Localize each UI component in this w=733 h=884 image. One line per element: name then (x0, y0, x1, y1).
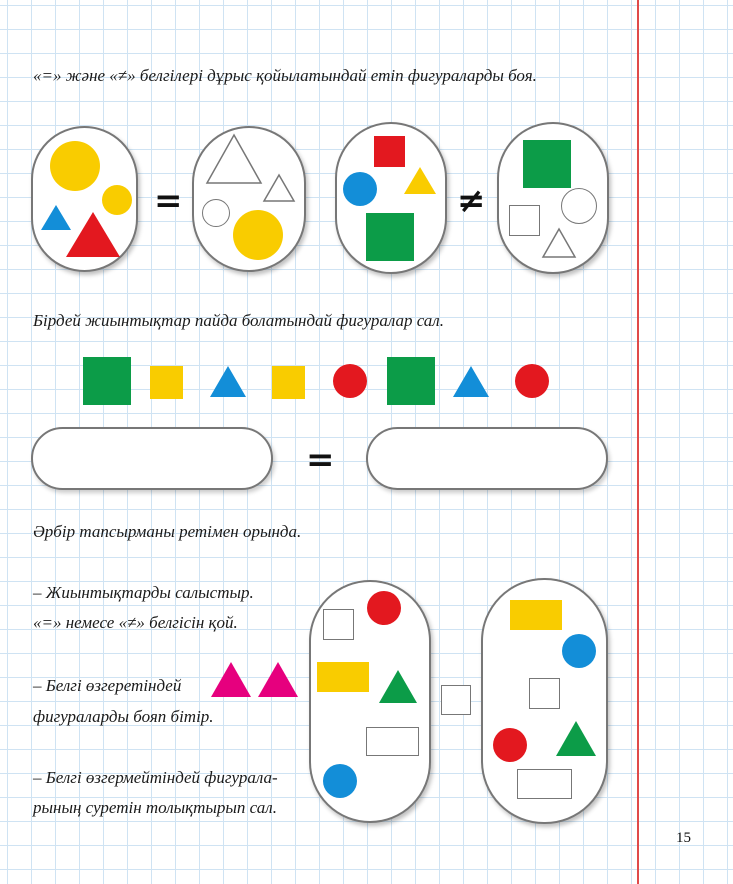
green-square[interactable] (523, 140, 571, 188)
yellow-circle-large[interactable] (50, 141, 100, 191)
magenta-triangle (211, 662, 251, 697)
step2-line1: – Белгі өзгеретіндей (33, 676, 182, 695)
green-triangle[interactable] (556, 721, 596, 756)
outline-square[interactable] (509, 205, 540, 236)
blue-circle[interactable] (343, 172, 377, 206)
yellow-rectangle[interactable] (317, 662, 369, 692)
red-circle[interactable] (493, 728, 527, 762)
green-square (387, 357, 435, 405)
yellow-triangle[interactable] (404, 167, 436, 194)
red-circle[interactable] (367, 591, 401, 625)
blue-circle[interactable] (323, 764, 357, 798)
task2-instruction: Бірдей жиынтықтар пайда болатындай фигуралар сал. (33, 311, 444, 330)
blue-circle[interactable] (562, 634, 596, 668)
task3-instruction: Әрбір тапсырманы ретімен орында. (33, 522, 302, 541)
blue-triangle (453, 366, 489, 397)
blue-triangle (210, 366, 246, 397)
not-equal-sign: ≠ (457, 181, 486, 221)
equal-sign: = (154, 181, 183, 221)
step3-line2: рының суретін толықтырып сал. (33, 798, 277, 817)
step1-line2: «=» немесе «≠» белгісін қой. (33, 613, 238, 632)
task1-instruction: «=» және «≠» белгілері дұрыс қойылатындай етіп фигураларды боя. (33, 66, 537, 85)
green-square (83, 357, 131, 405)
step2-line2: фигураларды бояп бітір. (33, 707, 214, 726)
magenta-triangle (258, 662, 298, 697)
equal-sign: = (306, 440, 335, 480)
outline-triangle[interactable] (541, 227, 577, 259)
step3-line1: – Белгі өзгермейтіндей фигурала- (33, 768, 278, 787)
outline-triangle-small[interactable] (262, 173, 296, 203)
outline-triangle-large[interactable] (205, 133, 263, 185)
outline-circle[interactable] (561, 188, 597, 224)
red-circle (333, 364, 367, 398)
yellow-circle[interactable] (233, 210, 283, 260)
outline-square[interactable] (323, 609, 354, 640)
yellow-circle-small[interactable] (102, 185, 132, 215)
outline-circle-small[interactable] (202, 199, 230, 227)
step1-line1: – Жиынтықтарды салыстыр. (33, 583, 254, 602)
page-number: 15 (676, 830, 691, 846)
red-triangle[interactable] (66, 212, 120, 257)
outline-square[interactable] (529, 678, 560, 709)
outline-rectangle[interactable] (366, 727, 419, 756)
yellow-square (272, 366, 305, 399)
green-square[interactable] (366, 213, 414, 261)
answer-set-right[interactable] (366, 427, 608, 490)
margin-line (637, 0, 639, 884)
red-circle (515, 364, 549, 398)
green-triangle[interactable] (379, 670, 417, 703)
yellow-rectangle[interactable] (510, 600, 562, 630)
red-square[interactable] (374, 136, 405, 167)
comparison-sign-box[interactable] (441, 685, 471, 715)
outline-rectangle[interactable] (517, 769, 572, 799)
yellow-square (150, 366, 183, 399)
answer-set-left[interactable] (31, 427, 273, 490)
